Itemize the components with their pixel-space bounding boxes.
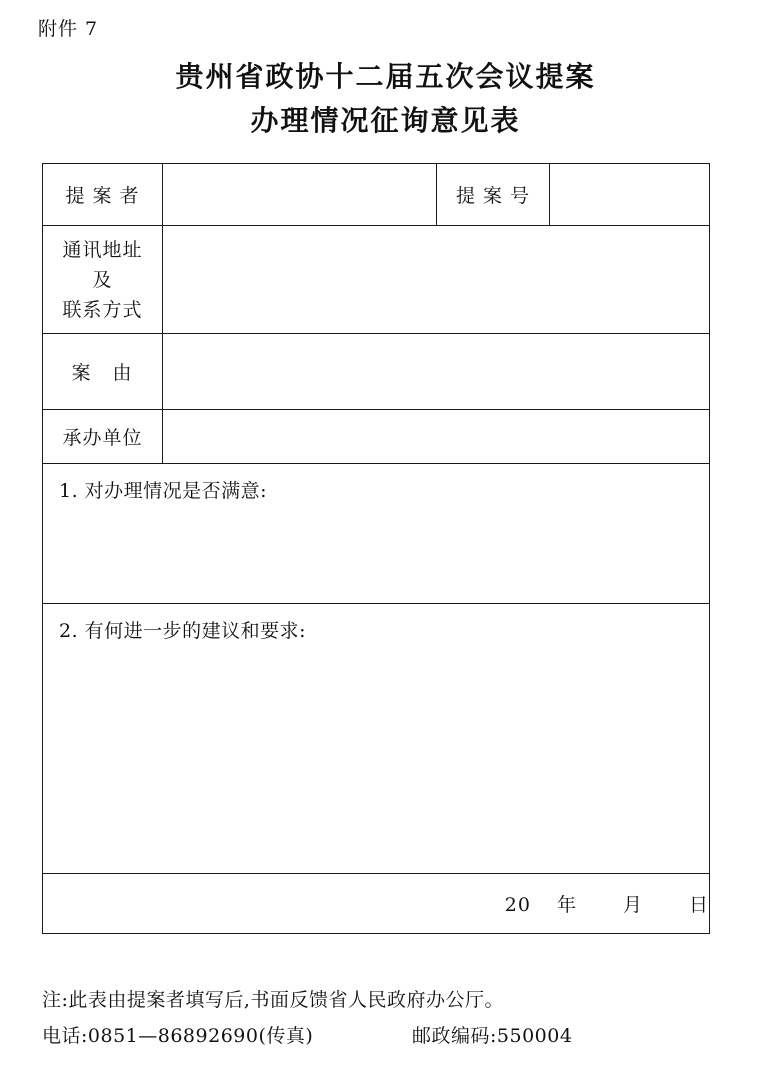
date-line bbox=[43, 874, 710, 934]
title-line-2: 办理情况征询意见表 bbox=[250, 104, 521, 137]
contact-label-line3: 联系方式 bbox=[62, 298, 143, 321]
table-row bbox=[43, 410, 710, 464]
contact-label bbox=[43, 226, 163, 334]
table-row bbox=[43, 334, 710, 410]
table-row bbox=[43, 874, 710, 934]
date-year-value[interactable]: 20 bbox=[504, 894, 531, 916]
title-line-1: 贵州省政协十二届五次会议提案 bbox=[175, 60, 596, 93]
table-row bbox=[43, 226, 710, 334]
handling-unit-label: 承办单位 bbox=[43, 410, 163, 464]
date-month-label: 月 bbox=[622, 894, 643, 916]
footnote-note: 注:此表由提案者填写后,书面反馈省人民政府办公厅。 bbox=[42, 989, 504, 1011]
table-row bbox=[43, 164, 710, 226]
date-day-label: 日 bbox=[688, 894, 709, 916]
attachment-label: 附件 7 bbox=[38, 18, 99, 40]
proposer-label: 提 案 者 bbox=[43, 164, 163, 226]
contact-label-line1: 通讯地址 bbox=[62, 238, 143, 261]
contact-value[interactable] bbox=[163, 226, 710, 334]
footnotes bbox=[42, 982, 742, 1054]
question-1-label: 1. 对办理情况是否满意: bbox=[59, 480, 268, 502]
question-2-cell bbox=[43, 604, 710, 874]
table-row bbox=[43, 464, 710, 604]
footnote-postcode: 邮政编码:550004 bbox=[412, 1025, 573, 1047]
document-title bbox=[0, 55, 771, 143]
question-2-label: 2. 有何进一步的建议和要求: bbox=[59, 620, 307, 642]
proposer-value[interactable] bbox=[163, 164, 437, 226]
question-1-answer[interactable] bbox=[59, 503, 709, 513]
contact-label-line2: 及 bbox=[92, 268, 113, 291]
reason-value[interactable] bbox=[163, 334, 710, 410]
table-row bbox=[43, 604, 710, 874]
proposal-number-label: 提 案 号 bbox=[437, 164, 550, 226]
date-year-label: 年 bbox=[556, 894, 577, 916]
proposal-feedback-form bbox=[42, 163, 710, 934]
question-2-answer[interactable] bbox=[59, 643, 709, 653]
footnote-contact-row bbox=[42, 1018, 742, 1054]
question-1-cell bbox=[43, 464, 710, 604]
reason-label: 案 由 bbox=[43, 334, 163, 410]
proposal-number-value[interactable] bbox=[550, 164, 710, 226]
footnote-phone: 电话:0851—86892690(传真) bbox=[42, 1025, 314, 1047]
handling-unit-value[interactable] bbox=[163, 410, 710, 464]
